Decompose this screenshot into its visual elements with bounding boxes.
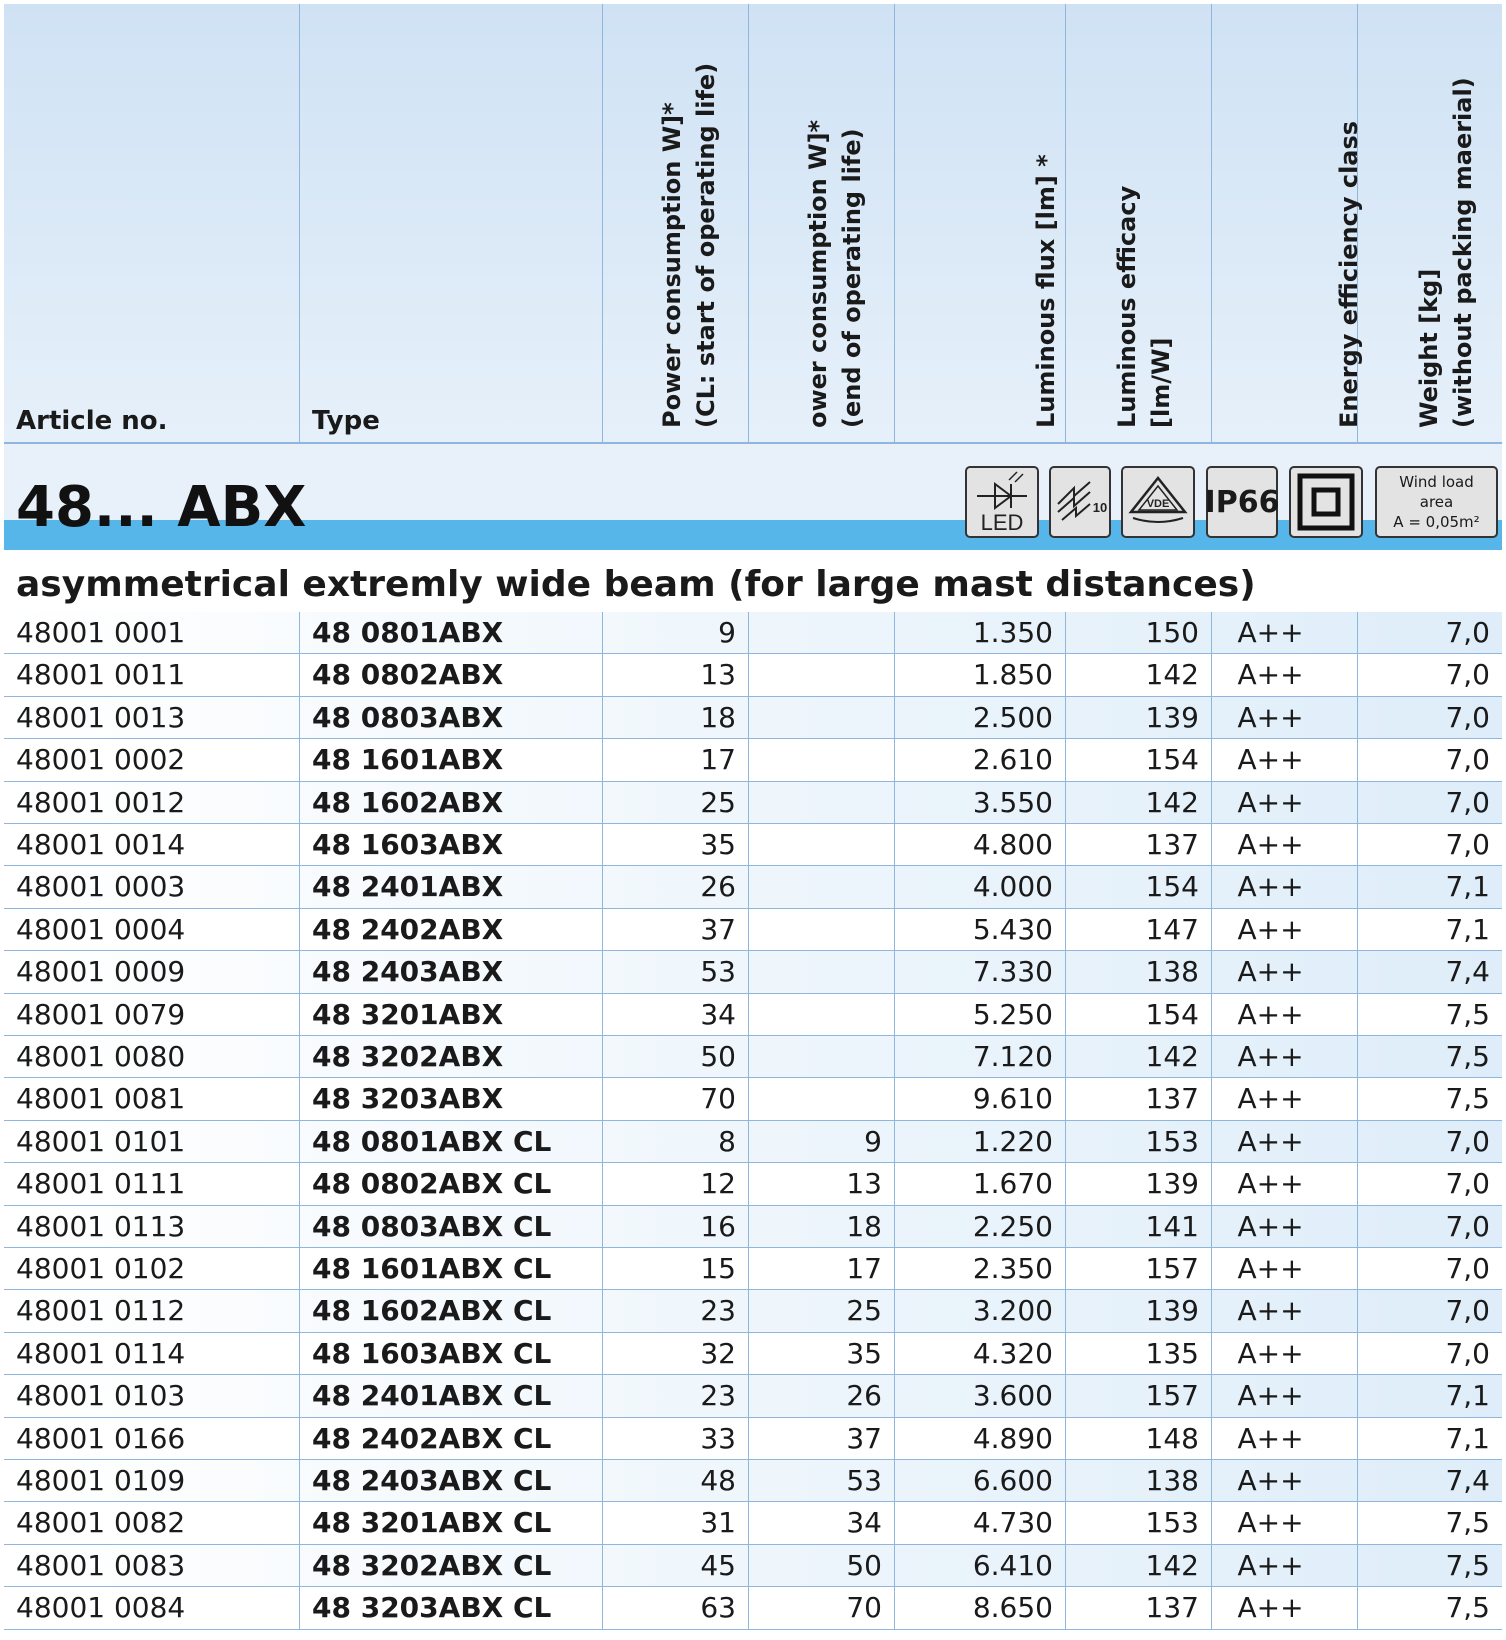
cell-type: 48 0801ABX [300,612,603,653]
vde-badge [1121,466,1195,538]
cell-luminous-efficacy: 142 [1066,1036,1212,1077]
header-power-start [603,4,749,442]
cell-luminous-efficacy: 142 [1066,782,1212,823]
cell-energy-class: A++ [1212,1333,1358,1374]
wind-load-line2: area [1419,493,1454,511]
header-weight-label: Weight [kg] (without packing maerial) [1415,77,1477,428]
svg-text:LED: LED [980,510,1024,534]
cell-energy-class: A++ [1212,1375,1358,1416]
cell-power-start: 50 [603,1036,749,1077]
cell-power-end [749,697,895,738]
cell-power-start: 33 [603,1418,749,1459]
cell-article-no: 48001 0114 [4,1333,300,1374]
cell-luminous-flux: 7.120 [895,1036,1066,1077]
cell-energy-class: A++ [1212,697,1358,738]
cell-energy-class: A++ [1212,951,1358,992]
cell-type: 48 3201ABX [300,994,603,1035]
series-title: 48... ABX [16,475,307,540]
cell-luminous-flux: 1.220 [895,1121,1066,1162]
cell-power-start: 23 [603,1290,749,1331]
cell-power-end [749,1036,895,1077]
wind-load-badge [1375,466,1498,538]
cell-luminous-efficacy: 139 [1066,1163,1212,1204]
table-row [4,1502,1502,1544]
cell-luminous-efficacy: 137 [1066,1078,1212,1119]
cell-luminous-efficacy: 154 [1066,866,1212,907]
cell-power-end: 9 [749,1121,895,1162]
cell-energy-class: A++ [1212,994,1358,1035]
cell-weight: 7,1 [1445,1421,1490,1455]
table-row [4,909,1502,951]
table-row [4,951,1502,993]
cell-weight: 7,5 [1445,1040,1490,1073]
cell-article-no: 48001 0080 [4,1036,300,1077]
cell-luminous-flux: 2.610 [895,739,1066,780]
protection-class-badge [1289,466,1363,538]
cell-energy-class: A++ [1212,739,1358,780]
cell-power-start: 45 [603,1545,749,1586]
cell-article-no: 48001 0003 [4,866,300,907]
cell-power-end: 34 [749,1502,895,1543]
cell-luminous-efficacy: 150 [1066,612,1212,653]
cell-luminous-efficacy: 139 [1066,1290,1212,1331]
cell-power-end: 70 [749,1587,895,1628]
cell-power-start: 37 [603,909,749,950]
cell-luminous-efficacy: 154 [1066,739,1212,780]
cell-weight: 7,0 [1445,828,1490,861]
cell-type: 48 2402ABX CL [300,1418,603,1459]
cell-weight: 7,0 [1445,1252,1490,1285]
table-row [4,994,1502,1036]
cell-type: 48 1602ABX [300,782,603,823]
cell-type: 48 1603ABX [300,824,603,865]
table-row [4,697,1502,739]
table-header [4,4,1502,444]
cell-article-no: 48001 0102 [4,1248,300,1289]
table-row [4,824,1502,866]
cell-weight: 7,0 [1445,785,1490,819]
cell-weight: 7,4 [1445,1464,1490,1497]
cell-article-no: 48001 0111 [4,1163,300,1204]
cell-power-start: 12 [603,1163,749,1204]
header-efficacy-label: Luminous efficacy [lm/W] [1113,185,1175,428]
cell-luminous-flux: 9.610 [895,1078,1066,1119]
cell-luminous-flux: 2.500 [895,697,1066,738]
cell-article-no: 48001 0101 [4,1121,300,1162]
cell-luminous-flux: 4.730 [895,1502,1066,1543]
cell-power-end: 18 [749,1206,895,1247]
cell-luminous-flux: 6.600 [895,1460,1066,1501]
cell-energy-class: A++ [1212,1036,1358,1077]
cell-power-start: 23 [603,1375,749,1416]
series-subtitle: asymmetrical extremly wide beam (for large mast distances) [16,564,1256,605]
header-weight [1358,4,1502,442]
table-row [4,1587,1502,1629]
cell-luminous-efficacy: 142 [1066,654,1212,695]
cell-article-no: 48001 0014 [4,824,300,865]
cell-weight: 7,5 [1445,1591,1490,1625]
cell-power-start: 13 [603,654,749,695]
cell-type: 48 2403ABX [300,951,603,992]
header-power-start-label: Power consumption W]* (CL: start of operating life) [658,62,720,428]
cell-power-start: 26 [603,866,749,907]
cell-power-start: 9 [603,612,749,653]
cell-type: 48 0802ABX [300,654,603,695]
cell-luminous-efficacy: 141 [1066,1206,1212,1247]
cell-article-no: 48001 0103 [4,1375,300,1416]
cell-weight: 7,1 [1445,870,1490,904]
cell-type: 48 2401ABX [300,866,603,907]
cell-luminous-efficacy: 153 [1066,1121,1212,1162]
table-row [4,782,1502,824]
header-article-no-label: Article no. [16,406,168,436]
cell-power-end [749,654,895,695]
cell-luminous-flux: 3.600 [895,1375,1066,1416]
cell-energy-class: A++ [1212,1290,1358,1331]
cell-weight: 7,0 [1445,700,1490,734]
cell-energy-class: A++ [1212,782,1358,823]
cell-energy-class: A++ [1212,824,1358,865]
cell-weight: 7,1 [1445,912,1490,946]
cell-weight: 7,0 [1445,1124,1490,1158]
cell-energy-class: A++ [1212,1163,1358,1204]
cell-article-no: 48001 0079 [4,994,300,1035]
cell-article-no: 48001 0113 [4,1206,300,1247]
header-article-no [4,4,300,442]
table-row [4,1418,1502,1460]
cell-power-end [749,951,895,992]
cell-luminous-flux: 4.000 [895,866,1066,907]
cell-energy-class: A++ [1212,654,1358,695]
table-row [4,1248,1502,1290]
cell-weight: 7,0 [1445,743,1490,777]
table-row [4,866,1502,908]
cell-power-start: 34 [603,994,749,1035]
cell-type: 48 1602ABX CL [300,1290,603,1331]
cell-power-start: 15 [603,1248,749,1289]
cell-energy-class: A++ [1212,1545,1358,1586]
cell-energy-class: A++ [1212,1418,1358,1459]
cell-type: 48 1603ABX CL [300,1333,603,1374]
header-flux [895,4,1066,442]
cell-type: 48 3202ABX [300,1036,603,1077]
cell-power-start: 48 [603,1460,749,1501]
cell-power-end [749,1078,895,1119]
cell-luminous-efficacy: 142 [1066,1545,1212,1586]
cell-power-start: 16 [603,1206,749,1247]
cell-power-start: 53 [603,951,749,992]
cell-type: 48 1601ABX CL [300,1248,603,1289]
cell-luminous-efficacy: 139 [1066,697,1212,738]
cell-power-end [749,824,895,865]
cell-power-end [749,782,895,823]
cell-power-start: 31 [603,1502,749,1543]
cell-power-end [749,612,895,653]
cell-energy-class: A++ [1212,1460,1358,1501]
cell-article-no: 48001 0011 [4,654,300,695]
cell-power-end: 26 [749,1375,895,1416]
cell-weight: 7,5 [1445,1506,1490,1540]
cell-type: 48 3203ABX CL [300,1587,603,1628]
cell-weight: 7,1 [1445,1379,1490,1413]
cell-weight: 7,0 [1445,1167,1490,1201]
cell-type: 48 0803ABX [300,697,603,738]
cell-energy-class: A++ [1212,1206,1358,1247]
header-efficacy [1066,4,1212,442]
cell-type: 48 3201ABX CL [300,1502,603,1543]
cell-weight: 7,0 [1445,1336,1490,1370]
cell-luminous-efficacy: 135 [1066,1333,1212,1374]
cell-power-end: 35 [749,1333,895,1374]
cell-luminous-flux: 6.410 [895,1545,1066,1586]
header-power-end [749,4,895,442]
cell-luminous-efficacy: 148 [1066,1418,1212,1459]
table-row [4,1163,1502,1205]
cell-luminous-flux: 4.800 [895,824,1066,865]
vde-mark-icon [1125,472,1191,532]
cell-power-start: 63 [603,1587,749,1628]
cell-luminous-flux: 1.350 [895,612,1066,653]
cell-energy-class: A++ [1212,1502,1358,1543]
cell-weight: 7,5 [1445,997,1490,1031]
cell-weight: 7,4 [1445,955,1490,989]
cell-power-start: 25 [603,782,749,823]
cell-energy-class: A++ [1212,1248,1358,1289]
cell-weight: 7,5 [1445,1082,1490,1116]
cell-energy-class: A++ [1212,1587,1358,1628]
cell-luminous-flux: 4.890 [895,1418,1066,1459]
header-energy-class-label: Energy efficiency class [1335,120,1363,428]
cell-luminous-flux: 3.200 [895,1290,1066,1331]
table-row [4,1333,1502,1375]
cell-energy-class: A++ [1212,866,1358,907]
cell-luminous-flux: 2.250 [895,1206,1066,1247]
cell-article-no: 48001 0109 [4,1460,300,1501]
cell-type: 48 2401ABX CL [300,1375,603,1416]
cell-weight: 7,0 [1445,1294,1490,1328]
table-row [4,1206,1502,1248]
cell-power-end: 50 [749,1545,895,1586]
led-badge [965,466,1039,538]
led-icon [969,470,1035,534]
header-type [300,4,603,442]
cell-luminous-flux: 7.330 [895,951,1066,992]
table-row [4,1078,1502,1120]
cell-article-no: 48001 0084 [4,1587,300,1628]
table-row [4,1290,1502,1332]
cell-energy-class: A++ [1212,1121,1358,1162]
header-type-label: Type [312,406,380,436]
wind-load-line1: Wind load [1399,473,1474,491]
cell-article-no: 48001 0083 [4,1545,300,1586]
cell-luminous-efficacy: 137 [1066,824,1212,865]
cell-luminous-efficacy: 147 [1066,909,1212,950]
cell-article-no: 48001 0001 [4,612,300,653]
cell-luminous-flux: 5.430 [895,909,1066,950]
cell-luminous-flux: 8.650 [895,1587,1066,1628]
cell-power-end [749,866,895,907]
cell-luminous-flux: 2.350 [895,1248,1066,1289]
cell-luminous-flux: 1.850 [895,654,1066,695]
cell-luminous-efficacy: 137 [1066,1587,1212,1628]
cell-article-no: 48001 0166 [4,1418,300,1459]
cell-type: 48 0801ABX CL [300,1121,603,1162]
cell-power-end: 53 [749,1460,895,1501]
table-row [4,1545,1502,1587]
cell-type: 48 0803ABX CL [300,1206,603,1247]
table-row [4,1121,1502,1163]
cell-article-no: 48001 0009 [4,951,300,992]
ik-impact-badge [1049,466,1111,538]
cell-power-end: 37 [749,1418,895,1459]
cell-power-end [749,994,895,1035]
cell-luminous-flux: 4.320 [895,1333,1066,1374]
cell-luminous-efficacy: 157 [1066,1248,1212,1289]
cell-luminous-efficacy: 153 [1066,1502,1212,1543]
table-row [4,1460,1502,1502]
cell-luminous-flux: 3.550 [895,782,1066,823]
double-insulation-icon [1296,472,1356,532]
cell-weight: 7,0 [1445,616,1490,649]
cell-type: 48 3203ABX [300,1078,603,1119]
cell-type: 48 3202ABX CL [300,1545,603,1586]
cell-power-end: 25 [749,1290,895,1331]
table-row [4,1375,1502,1417]
cell-type: 48 2402ABX [300,909,603,950]
cell-luminous-efficacy: 154 [1066,994,1212,1035]
cell-article-no: 48001 0082 [4,1502,300,1543]
cell-luminous-efficacy: 138 [1066,951,1212,992]
cell-power-end [749,909,895,950]
cell-power-start: 35 [603,824,749,865]
cell-article-no: 48001 0002 [4,739,300,780]
cell-power-end: 17 [749,1248,895,1289]
cell-energy-class: A++ [1212,909,1358,950]
cell-power-end: 13 [749,1163,895,1204]
cell-luminous-efficacy: 157 [1066,1375,1212,1416]
cell-article-no: 48001 0112 [4,1290,300,1331]
table-row [4,739,1502,781]
wind-load-line3: A = 0,05m² [1393,513,1480,531]
cell-power-start: 32 [603,1333,749,1374]
cell-power-end [749,739,895,780]
cell-type: 48 1601ABX [300,739,603,780]
cell-power-start: 8 [603,1121,749,1162]
cell-article-no: 48001 0013 [4,697,300,738]
cell-type: 48 2403ABX CL [300,1460,603,1501]
cell-luminous-flux: 1.670 [895,1163,1066,1204]
cell-weight: 7,0 [1445,1209,1490,1243]
table-row [4,612,1502,654]
cell-power-start: 18 [603,697,749,738]
cell-weight: 7,5 [1445,1548,1490,1582]
header-flux-label: Luminous flux [lm] * [1032,154,1060,428]
header-power-end-label: ower consumption W]* (end of operating life) [804,119,866,428]
cell-power-start: 17 [603,739,749,780]
cell-luminous-efficacy: 138 [1066,1460,1212,1501]
ip66-badge: IP66 [1206,466,1278,538]
svg-text:VDE: VDE [1146,498,1170,510]
table-row [4,1036,1502,1078]
cell-energy-class: A++ [1212,1078,1358,1119]
header-energy-class [1212,4,1363,442]
svg-text:10: 10 [1092,500,1108,515]
cell-energy-class: A++ [1212,612,1358,653]
table-row [4,654,1502,696]
cell-type: 48 0802ABX CL [300,1163,603,1204]
cell-weight: 7,0 [1445,658,1490,692]
cell-article-no: 48001 0004 [4,909,300,950]
impact-hammer-icon [1052,472,1108,532]
cell-luminous-flux: 5.250 [895,994,1066,1035]
cell-article-no: 48001 0012 [4,782,300,823]
cell-power-start: 70 [603,1078,749,1119]
cell-article-no: 48001 0081 [4,1078,300,1119]
